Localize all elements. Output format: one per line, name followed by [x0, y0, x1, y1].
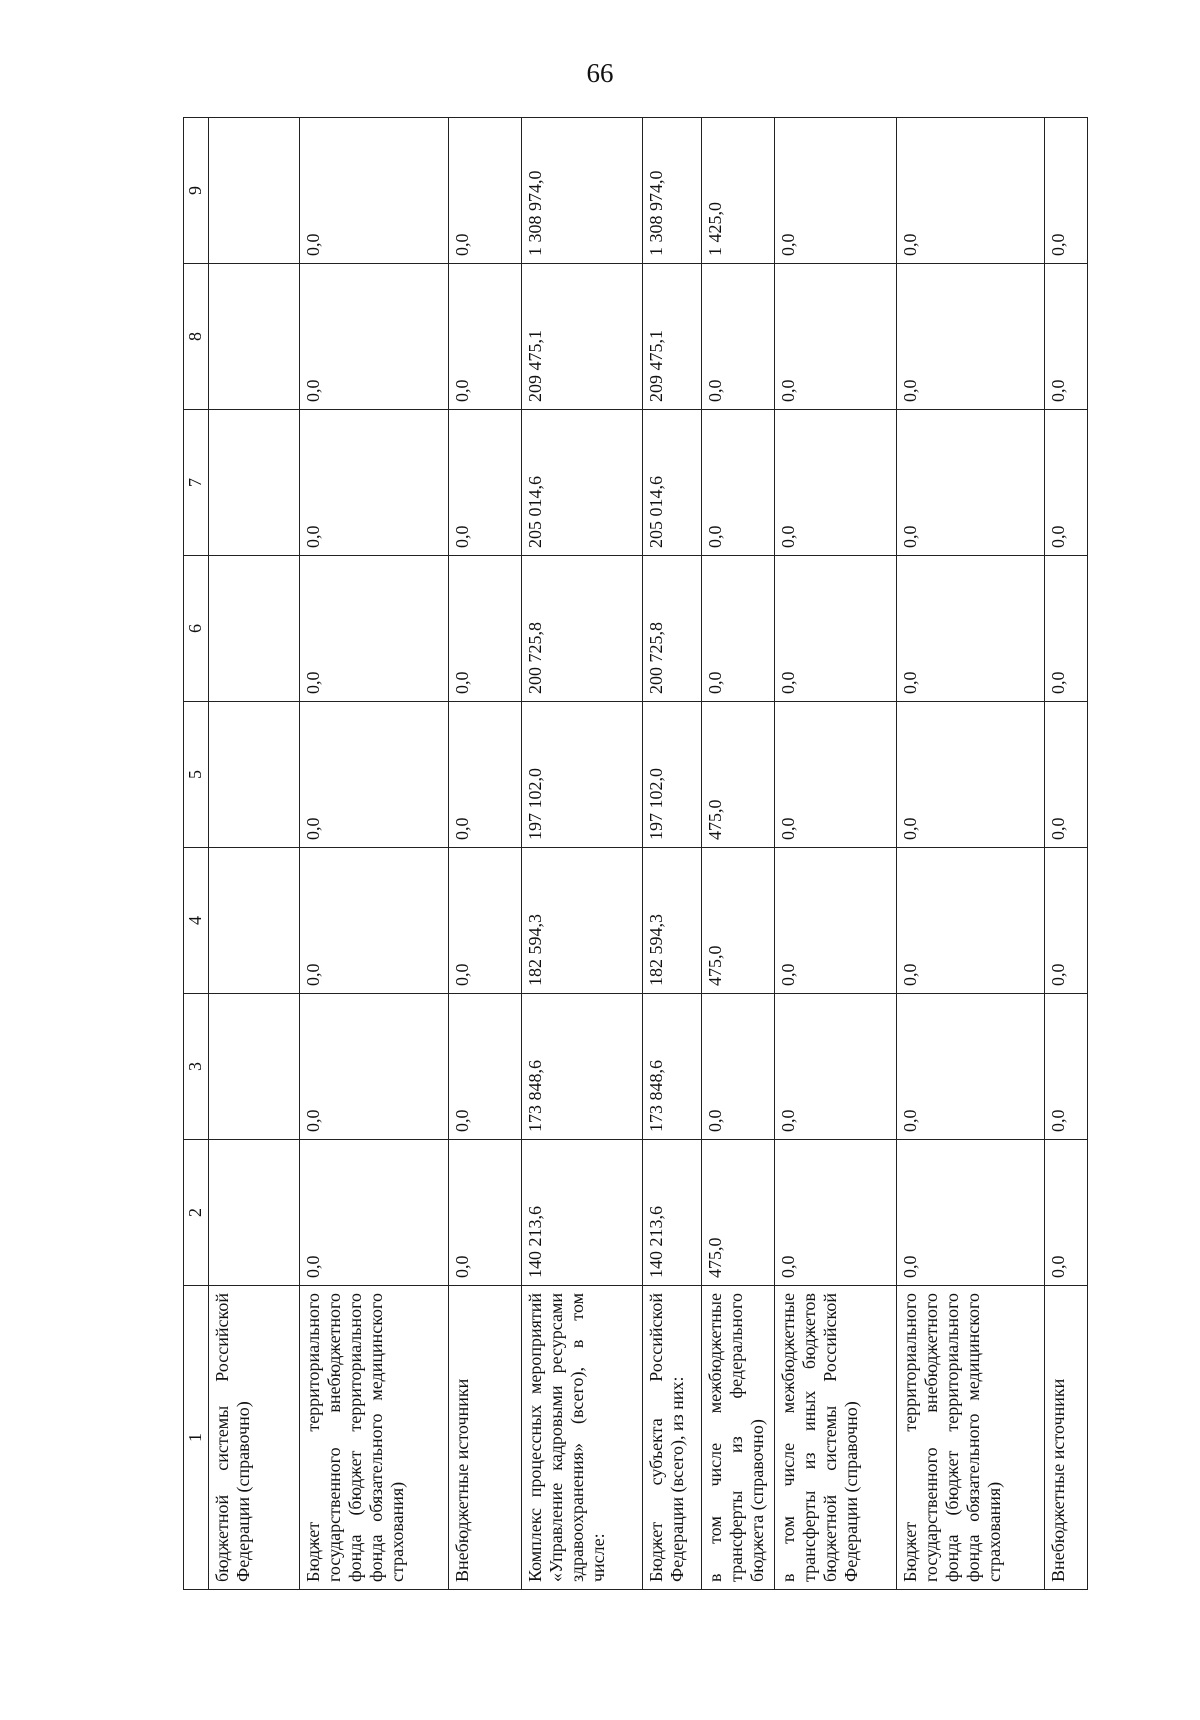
value-cell: 182 594,3: [521, 848, 643, 994]
column-header: 5: [184, 702, 209, 848]
row-label-cell: Бюджет территориального государственного внебюджетного фонда (бюджет территориального фонда обязательного медицинского страхования): [300, 1286, 448, 1590]
value-cell: 475,0: [702, 848, 775, 994]
value-cell: [209, 118, 300, 264]
value-cell: 0,0: [897, 264, 1045, 410]
column-header: 7: [184, 410, 209, 556]
value-cell: 0,0: [1045, 264, 1088, 410]
value-cell: [209, 556, 300, 702]
table-row: [643, 118, 702, 1590]
table-row: [897, 118, 1045, 1590]
value-cell: 0,0: [702, 556, 775, 702]
table-row: [521, 118, 643, 1590]
row-label-cell: Бюджет субъекта Российской Федерации (всего), из них:: [643, 1286, 702, 1590]
value-cell: 0,0: [775, 1140, 897, 1286]
row-label-cell: в том числе межбюджетные трансферты из иных бюджетов бюджетной системы Российской Федерации (справочно): [775, 1286, 897, 1590]
value-cell: 0,0: [1045, 848, 1088, 994]
value-cell: 0,0: [448, 848, 521, 994]
row-label-cell: Комплекс процессных мероприятий «Управление кадровыми ресурсами здравоохранения» (всего), в том числе:: [521, 1286, 643, 1590]
value-cell: 0,0: [300, 410, 448, 556]
value-cell: [209, 848, 300, 994]
page-number: 66: [586, 58, 614, 88]
value-cell: 0,0: [775, 994, 897, 1140]
value-cell: 0,0: [897, 848, 1045, 994]
value-cell: 0,0: [775, 556, 897, 702]
value-cell: [209, 410, 300, 556]
value-cell: 209 475,1: [521, 264, 643, 410]
column-header: 1: [184, 1286, 209, 1590]
value-cell: 0,0: [1045, 556, 1088, 702]
value-cell: 0,0: [775, 702, 897, 848]
table-row: [448, 118, 521, 1590]
value-cell: 0,0: [448, 702, 521, 848]
value-cell: 200 725,8: [521, 556, 643, 702]
value-cell: 205 014,6: [521, 410, 643, 556]
value-cell: 0,0: [448, 994, 521, 1140]
value-cell: 0,0: [300, 264, 448, 410]
value-cell: 0,0: [702, 994, 775, 1140]
row-label-cell: в том числе межбюджетные трансферты из федерального бюджета (справочно): [702, 1286, 775, 1590]
row-label-cell: Бюджет территориального государственного внебюджетного фонда (бюджет территориального фонда обязательного медицинского страхования): [897, 1286, 1045, 1590]
value-cell: 0,0: [897, 118, 1045, 264]
value-cell: 0,0: [448, 264, 521, 410]
value-cell: 0,0: [897, 702, 1045, 848]
value-cell: 173 848,6: [521, 994, 643, 1140]
table-body: [209, 118, 1088, 1590]
value-cell: 0,0: [1045, 118, 1088, 264]
row-label-cell: Внебюджетные источники: [448, 1286, 521, 1590]
value-cell: 0,0: [897, 994, 1045, 1140]
value-cell: 200 725,8: [643, 556, 702, 702]
value-cell: 0,0: [702, 410, 775, 556]
value-cell: 1 425,0: [702, 118, 775, 264]
value-cell: 0,0: [448, 118, 521, 264]
table-row: [775, 118, 897, 1590]
value-cell: 0,0: [448, 556, 521, 702]
value-cell: 0,0: [1045, 1140, 1088, 1286]
value-cell: 173 848,6: [643, 994, 702, 1140]
value-cell: 197 102,0: [643, 702, 702, 848]
value-cell: 475,0: [702, 702, 775, 848]
value-cell: 140 213,6: [521, 1140, 643, 1286]
value-cell: 0,0: [1045, 410, 1088, 556]
column-header: 2: [184, 1140, 209, 1286]
column-header: 3: [184, 994, 209, 1140]
value-cell: [209, 1140, 300, 1286]
rotated-table-container: [183, 118, 1088, 1590]
value-cell: 0,0: [897, 410, 1045, 556]
value-cell: 209 475,1: [643, 264, 702, 410]
column-header: 8: [184, 264, 209, 410]
table-row: [300, 118, 448, 1590]
value-cell: 0,0: [1045, 994, 1088, 1140]
value-cell: [209, 994, 300, 1140]
value-cell: 0,0: [300, 556, 448, 702]
value-cell: 0,0: [448, 1140, 521, 1286]
value-cell: 0,0: [897, 556, 1045, 702]
value-cell: 0,0: [775, 264, 897, 410]
column-header: 4: [184, 848, 209, 994]
value-cell: 475,0: [702, 1140, 775, 1286]
value-cell: 205 014,6: [643, 410, 702, 556]
value-cell: 1 308 974,0: [643, 118, 702, 264]
value-cell: [209, 702, 300, 848]
value-cell: 0,0: [897, 1140, 1045, 1286]
value-cell: [209, 264, 300, 410]
value-cell: 0,0: [775, 848, 897, 994]
value-cell: 0,0: [300, 1140, 448, 1286]
value-cell: 0,0: [300, 994, 448, 1140]
budget-table: [183, 117, 1088, 1590]
value-cell: 0,0: [775, 118, 897, 264]
value-cell: 0,0: [300, 702, 448, 848]
column-header: 6: [184, 556, 209, 702]
table-row: [1045, 118, 1088, 1590]
table-header-row: [184, 118, 209, 1590]
value-cell: 0,0: [448, 410, 521, 556]
column-header: 9: [184, 118, 209, 264]
value-cell: 140 213,6: [643, 1140, 702, 1286]
table-row: [702, 118, 775, 1590]
row-label-cell: бюджетной системы Российской Федерации (справочно): [209, 1286, 300, 1590]
value-cell: 0,0: [775, 410, 897, 556]
value-cell: 0,0: [702, 264, 775, 410]
row-label-cell: Внебюджетные источники: [1045, 1286, 1088, 1590]
value-cell: 0,0: [1045, 702, 1088, 848]
table-row: [209, 118, 300, 1590]
value-cell: 1 308 974,0: [521, 118, 643, 264]
value-cell: 0,0: [300, 848, 448, 994]
value-cell: 182 594,3: [643, 848, 702, 994]
value-cell: 197 102,0: [521, 702, 643, 848]
value-cell: 0,0: [300, 118, 448, 264]
